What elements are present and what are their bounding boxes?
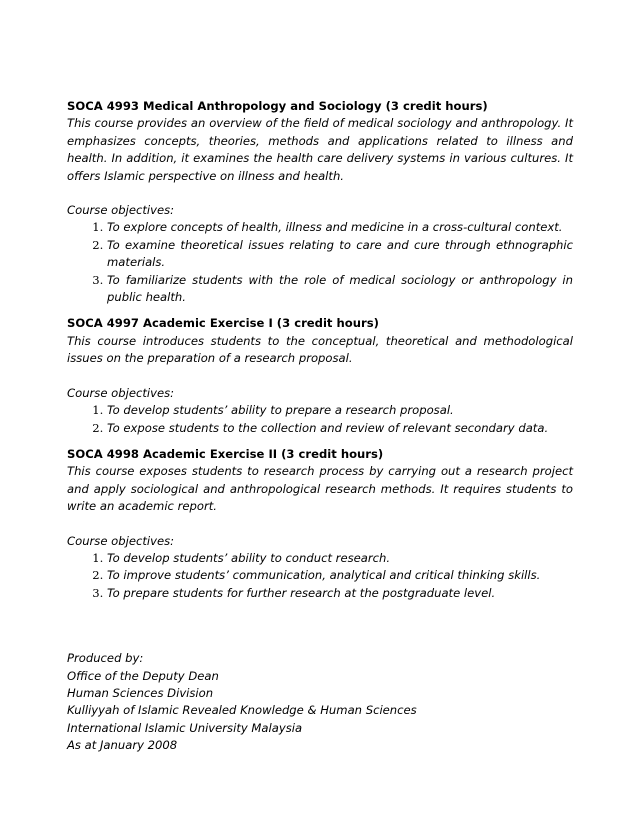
- course-section-soca-4998: [67, 446, 573, 602]
- list-item: 2. To expose students to the collection and review of relevant secondary data.: [107, 420, 573, 437]
- course-description: This course provides an overview of the field of medical sociology and anthropology. It emphasizes concepts, theories, methods and applications related to illness and health. In addition, it examines the health care delivery systems in various cultures. It offers Islamic perspective on illness and health.: [67, 116, 573, 183]
- list-item: 3. To familiarize students with the role of medical sociology or anthropology in public health.: [107, 272, 573, 307]
- course-section-soca-4997: [67, 315, 573, 436]
- list-item: 2. To improve students’ communication, analytical and critical thinking skills.: [107, 567, 573, 584]
- objectives-list: [67, 550, 573, 602]
- course-title: SOCA 4993 Medical Anthropology and Sociology (3 credit hours): [67, 99, 488, 113]
- course-title: SOCA 4997 Academic Exercise I (3 credit hours): [67, 316, 379, 331]
- list-item: 1. To explore concepts of health, illness and medicine in a cross-cultural context.: [107, 219, 573, 236]
- producer-office: Office of the Deputy Dean: [67, 668, 219, 683]
- list-item: 1. To develop students’ ability to conduct research.: [107, 550, 573, 567]
- producer-label: Produced by:: [67, 651, 144, 666]
- producer-date: As at January 2008: [67, 738, 178, 753]
- producer-university: International Islamic University Malaysia: [67, 720, 303, 735]
- list-item: 2. To examine theoretical issues relating to care and cure through ethnographic materials.: [107, 237, 573, 272]
- list-item: 3. To prepare students for further research at the postgraduate level.: [107, 585, 573, 602]
- objectives-heading: Course objectives:: [67, 203, 175, 218]
- objectives-list: [67, 219, 573, 306]
- course-description: This course introduces students to the conceptual, theoretical and methodological issues on the preparation of a research proposal.: [67, 333, 573, 366]
- producer-kulliyyah: Kulliyyah of Islamic Revealed Knowledge & Human Sciences: [67, 703, 417, 718]
- list-item: 1. To develop students’ ability to prepare a research proposal.: [107, 402, 573, 419]
- course-title: SOCA 4998 Academic Exercise II (3 credit hours): [67, 446, 384, 461]
- producer-block: [67, 650, 573, 754]
- course-description: This course exposes students to research process by carrying out a research project and apply sociological and anthropological research methods. It requires students to write an academic report.: [67, 464, 573, 514]
- objectives-heading: Course objectives:: [67, 533, 175, 548]
- objectives-heading: Course objectives:: [67, 385, 175, 400]
- producer-division: Human Sciences Division: [67, 685, 214, 700]
- objectives-list: [67, 402, 573, 437]
- document-page: [67, 98, 573, 755]
- course-section-soca-4993: [67, 98, 573, 306]
